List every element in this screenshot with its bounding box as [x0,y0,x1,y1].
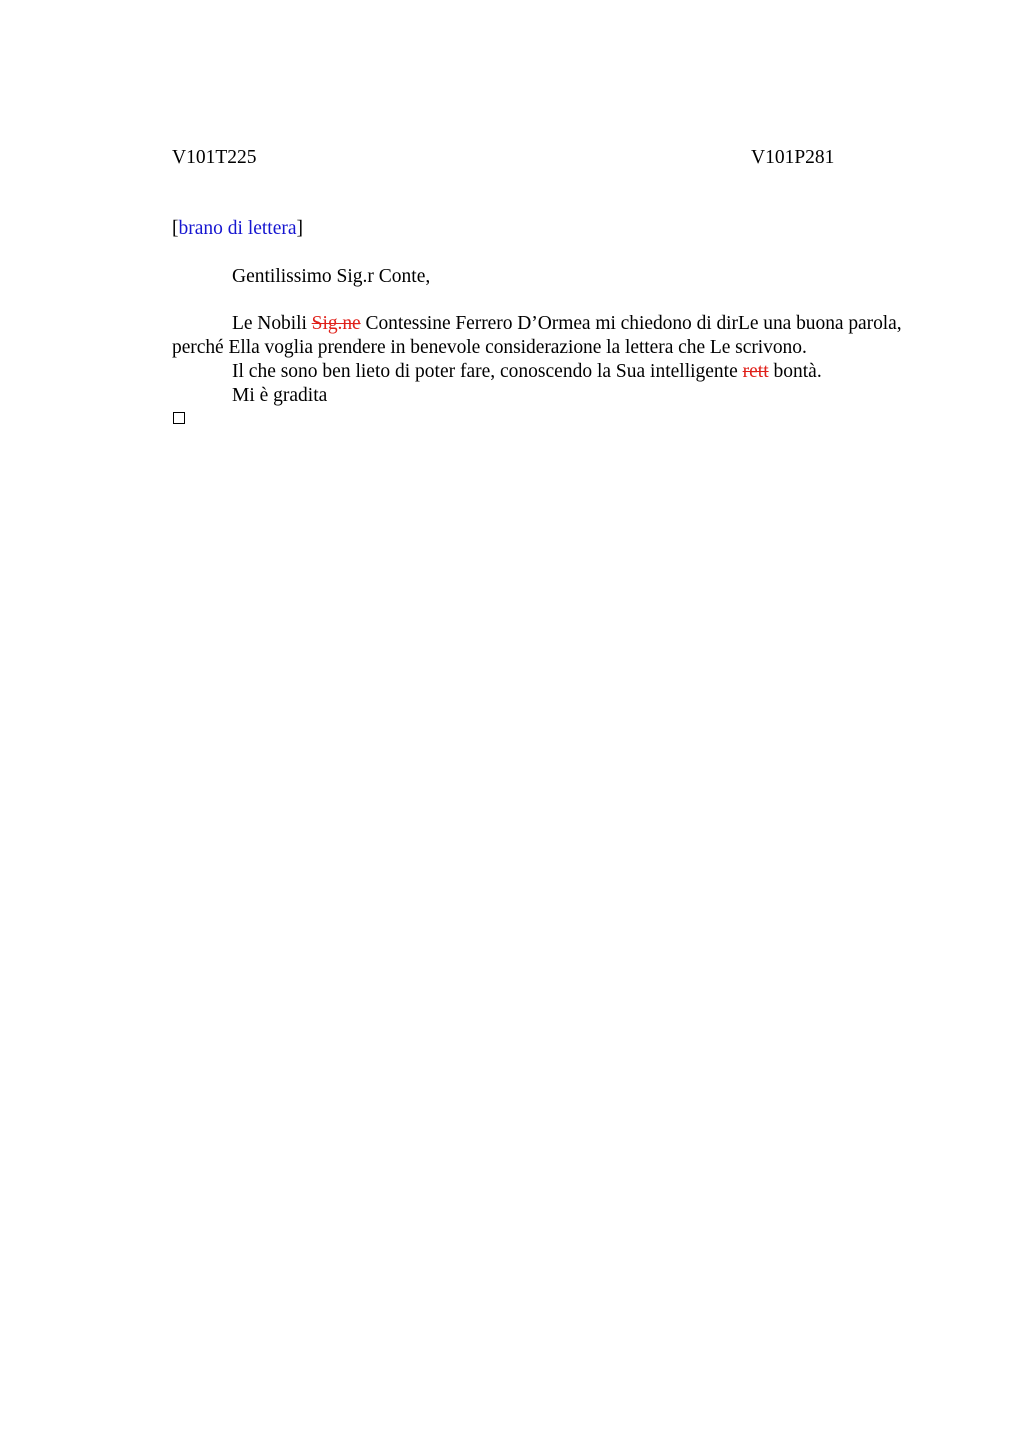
letter-paragraph-1 [172,312,912,360]
empty-square-icon [173,412,185,424]
editorial-note [172,217,912,241]
deleted-word: rett [742,361,769,382]
paragraph-1-text-end: Contessine Ferrero D’Ormea mi chiedono di dirLe una buona parola, perché Ella voglia prendere in benevole considerazione la lettera che Le scrivono. [172,313,902,358]
header-right-code: V101P281 [751,147,835,168]
letter-paragraph-2 [172,360,912,384]
open-bracket: [ [172,218,179,239]
paragraph-2-text-end: bontà. [768,361,822,382]
deleted-word: Sig.ne [311,313,361,334]
paragraph-2-text-start: Il che sono ben lieto di poter fare, conoscendo la Sua intelligente [232,361,743,382]
close-bracket: ] [296,218,304,239]
editorial-note-label: brano di lettera [178,218,297,239]
letter-paragraph-3: Mi è gradita [232,385,328,406]
letter-salutation: Gentilissimo Sig.r Conte, [232,266,431,287]
letter-body [172,217,912,408]
header-left-code: V101T225 [172,147,257,168]
paragraph-1-text-start: Le Nobili [232,313,312,334]
